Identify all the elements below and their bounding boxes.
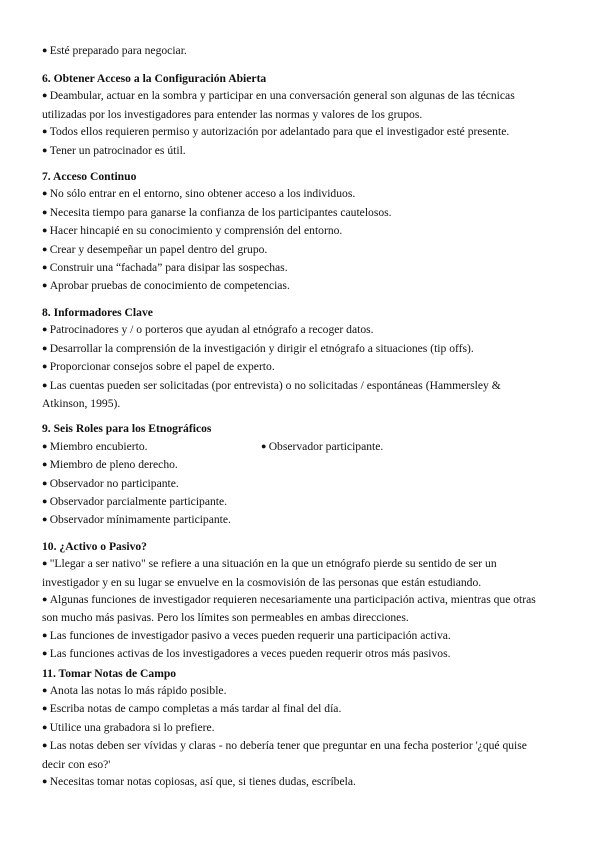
list-item: ● Utilice una grabadora si lo prefiere. bbox=[42, 719, 544, 737]
list-item: ● Algunas funciones de investigador requieren necesariamente una participación activa, mientras que otras son mucho más pasivas. Pero los límites son permeables en ambas direcciones. bbox=[42, 591, 544, 627]
list-item: ● Deambular, actuar en la sombra y participar en una conversación general son algunas de las técnicas utilizadas por los investigadores para entender las normas y valores de los grupos. bbox=[42, 87, 544, 123]
section-9-title: 9. Seis Roles para los Etnográficos bbox=[42, 422, 212, 436]
list-item: ● Todos ellos requieren permiso y autorización por adelantado para que el investigador esté presente. bbox=[42, 123, 544, 141]
list-item: ● Tener un patrocinador es útil. bbox=[42, 142, 544, 160]
section-9 bbox=[42, 420, 544, 529]
section-8 bbox=[42, 304, 544, 412]
list-item: ● Construir una “fachada” para disipar las sospechas. bbox=[42, 259, 544, 277]
section-11-title: 11. Tomar Notas de Campo bbox=[42, 666, 177, 680]
list-item: ● Aprobar pruebas de conocimiento de competencias. bbox=[42, 277, 544, 295]
list-item: ● Patrocinadores y / o porteros que ayudan al etnógrafo a recoger datos. bbox=[42, 321, 544, 339]
section-11 bbox=[42, 665, 544, 792]
list-item: ● Las funciones de investigador pasivo a veces pueden requerir una participación activa. bbox=[42, 627, 544, 645]
section-8-title: 8. Informadores Clave bbox=[42, 305, 153, 319]
list-item: ● Crear y desempeñar un papel dentro del grupo. bbox=[42, 241, 544, 259]
list-item: ● Necesitas tomar notas copiosas, así que, si tienes dudas, escríbela. bbox=[42, 773, 544, 791]
section-10-title: 10. ¿Activo o Pasivo? bbox=[42, 539, 147, 553]
intro-bullet: ● Esté preparado para negociar. bbox=[42, 42, 187, 60]
roles-row bbox=[42, 438, 544, 456]
list-item: ● No sólo entrar en el entorno, sino obtener acceso a los individuos. bbox=[42, 185, 544, 203]
list-item: ● Anota las notas lo más rápido posible. bbox=[42, 682, 544, 700]
section-6 bbox=[42, 70, 544, 160]
section-10 bbox=[42, 538, 544, 664]
list-item: ● Observador parcialmente participante. bbox=[42, 493, 544, 511]
list-item: ● Las notas deben ser vívidas y claras - no debería tener que preguntar en una fecha posterior '¿qué quise decir con eso?' bbox=[42, 737, 544, 773]
list-item: ● Proporcionar consejos sobre el papel de experto. bbox=[42, 358, 544, 376]
list-item: ● Observador mínimamente participante. bbox=[42, 511, 544, 529]
list-item: ● Observador no participante. bbox=[42, 475, 544, 493]
list-item: ● Miembro encubierto. bbox=[42, 438, 261, 456]
list-item: ● Las cuentas pueden ser solicitadas (por entrevista) o no solicitadas / espontáneas (Hammersley & Atkinson, 1995). bbox=[42, 377, 544, 413]
list-item: ● Desarrollar la comprensión de la investigación y dirigir el etnógrafo a situaciones (tip offs). bbox=[42, 340, 544, 358]
list-item: ● Miembro de pleno derecho. bbox=[42, 456, 544, 474]
list-item: ● Hacer hincapié en su conocimiento y comprensión del entorno. bbox=[42, 222, 544, 240]
list-item: ● "Llegar a ser nativo" se refiere a una situación en la que un etnógrafo pierde su sentido de ser un investigador y en su lugar se envuelve en la cosmovisión de las personas que están estudiando. bbox=[42, 555, 544, 591]
list-item: ● Las funciones activas de los investigadores a veces pueden requerir otros más pasivos. bbox=[42, 645, 544, 663]
list-item: ● Escriba notas de campo completas a más tardar al final del día. bbox=[42, 700, 544, 718]
list-item: ● Observador participante. bbox=[261, 438, 383, 456]
section-7-title: 7. Acceso Continuo bbox=[42, 170, 137, 184]
section-7 bbox=[42, 168, 544, 296]
section-6-title: 6. Obtener Acceso a la Configuración Abierta bbox=[42, 72, 267, 85]
list-item: ● Necesita tiempo para ganarse la confianza de los participantes cautelosos. bbox=[42, 204, 544, 222]
